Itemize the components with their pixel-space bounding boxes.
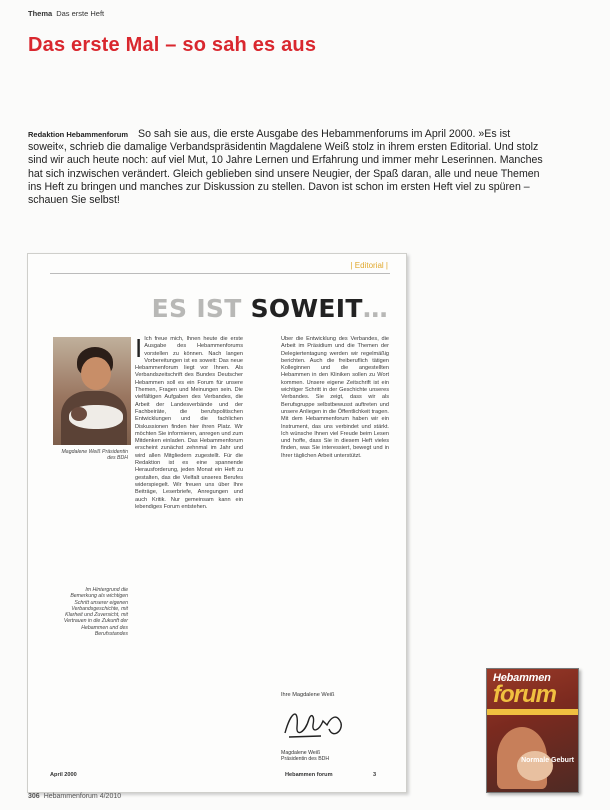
cover-band [487, 709, 578, 715]
rubric-divider [50, 273, 390, 274]
photo-face [81, 357, 111, 390]
section-label [28, 9, 104, 18]
cover-masthead-top: Hebammen [493, 672, 551, 684]
intro-author: Redaktion Hebammenforum [28, 130, 129, 139]
intro-text: So sah sie aus, die erste Ausgabe des Hebammenforums im April 2000. »Es ist soweit«, schrieb die damalige Verbandspräsidentin Magdalene Weiß stolz in ihrem ersten Editorial. Und stolz sind wir auch heute noch: auf viel Mut, 10 Jahre Lernen und Erfahrung und immer mehr Leserinnen. Manches hat sich inzwischen verändert. Gleich geblieben sind unsere Neugier, der Spaß daran, alle und neue Themen ins Heft zu bringen und manches zur Diskussion zu stellen. Davon ist schon im ersten Heft viel zu spüren – schauen Sie selbst! [28, 128, 543, 207]
editorial-rubric: | Editorial | [350, 261, 388, 270]
editorial-column-1 [135, 336, 243, 704]
page-headline: Das erste Mal – so sah es aus [28, 34, 317, 56]
page-number: 306 [28, 793, 40, 800]
drop-cap: I [135, 336, 143, 363]
section-name: Thema [28, 9, 53, 18]
photo-baby-head [71, 407, 87, 421]
title-light: ES IST [151, 294, 242, 323]
title-tail: … [362, 294, 388, 323]
editorial-column-2 [281, 336, 389, 594]
cover-headline: Normale Geburt [521, 757, 574, 764]
scan-footer-page: 3 [373, 772, 377, 778]
scan-footer-date: April 2000 [50, 772, 77, 778]
signer-name: Magdalene Weiß [281, 750, 321, 756]
intro-paragraph [28, 128, 548, 207]
signer-block [281, 750, 329, 763]
section-topic: Das erste Heft [56, 9, 105, 18]
signature-image [281, 703, 351, 743]
cover-photo-baby [517, 751, 553, 781]
scan-footer-title: Hebammen forum [285, 772, 333, 778]
photo-caption: Magdalene Weiß Präsidentin des BDH [61, 449, 128, 462]
magazine-cover [486, 668, 579, 793]
signer-role: Präsidentin des BDH [281, 756, 330, 763]
page-footer [28, 793, 121, 800]
editorial-scan [27, 253, 407, 793]
side-caption: Im Hintergrund die Bemerkung als wichtigen Schritt unserer eigenen Verbandsgeschichte, mit Klarheit und Zuversicht, mit Vertrauen in die Zukunft der Hebammen und des Berufsstandes [63, 587, 128, 638]
page-footer-text: Hebammenforum 4/2010 [43, 793, 122, 800]
editorial-title [152, 294, 388, 323]
title-dark: SOWEIT [250, 294, 363, 323]
column-2-text: Über die Entwicklung des Verbandes, die Arbeit im Präsidium und die Themen der Delegiertentagung werden wir regelmäßig berichten. Auch die freiberuflich tätigen Kolleginnen und die angestellten Hebammen in den Kliniken sollen zu Wort kommen. Unsere eigene Zeitschrift ist ein wichtiger Schritt in der Geschichte unseres Verbandes. Sie zeigt, dass wir als Berufsgruppe selbstbewusst auftreten und unsere Anliegen in die Öffentlichkeit tragen. Mit dem Hebammenforum haben wir ein Instrument, das uns verbindet und stärkt. Ich wünsche Ihnen viel Freude beim Lesen und hoffe, dass Sie in diesem Heft vieles finden, was Sie interessiert, bewegt und in Ihrer täglichen Arbeit unterstützt. [281, 336, 389, 459]
closing-line: Ihre Magdalene Weiß [281, 692, 335, 698]
cover-masthead-bottom: forum [493, 681, 556, 708]
president-photo [53, 337, 131, 445]
column-1-text: Ich freue mich, Ihnen heute die erste Ausgabe des Hebammenforums vorstellen zu können. Nach langen Vorbereitungen ist es soweit: Das neue Hebammenforum liegt vor Ihnen. Als Verbandszeitschrift des Bundes Deutscher Hebammen soll es ein Forum für unsere Themen, Fragen und Meinungen sein. Die vielfältigen Aufgaben des Verbandes, die Arbeit der Landesverbände und der Fachbeiräte, die berufspolitischen Entwicklungen und die fachlichen Diskussionen finden hier ihren Platz. Wir möchten Sie informieren, anregen und zum Mitdenken einladen. Das Hebammenforum erscheint zunächst zehnmal im Jahr und wird allen Mitgliedern zugestellt. Für die Redaktion ist es eine spannende Herausforderung, jeden Monat ein Heft zu gestalten, das die Vielfalt unseres Berufes widerspiegelt. Wir freuen uns über Ihre Beiträge, Leserbriefe, Anregungen und auch Kritik. Nur gemeinsam kann ein lebendiges Forum entstehen. [135, 336, 243, 510]
